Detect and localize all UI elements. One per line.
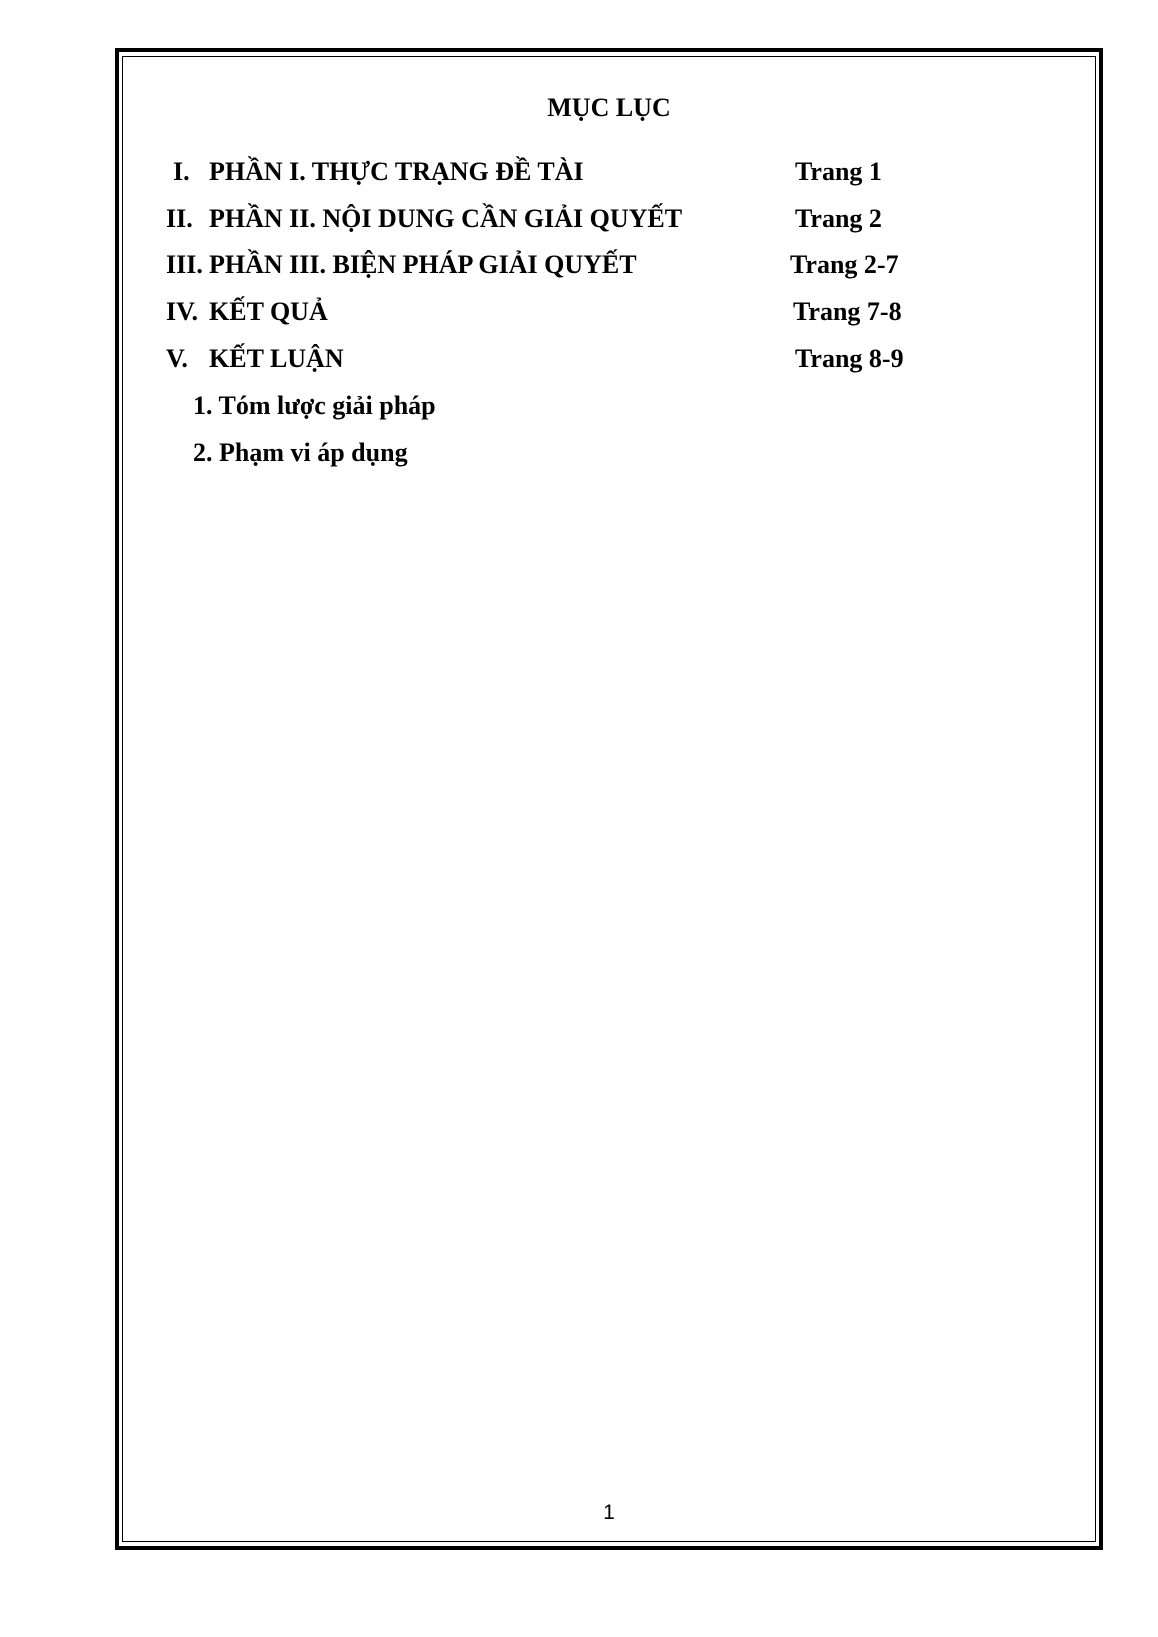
toc-entry-number: V. (166, 344, 188, 373)
toc-entry (0, 248, 1158, 282)
toc-entry-label: PHẦN II. NỘI DUNG CẦN GIẢI QUYẾT (209, 204, 683, 233)
page-title: MỤC LỤC (547, 93, 671, 122)
toc-entry-page: Trang 2 (795, 204, 882, 233)
toc-entry-label: PHẦN I. THỰC TRẠNG ĐỀ TÀI (209, 157, 584, 186)
toc-entry-number: I. (173, 157, 190, 186)
toc-sub-entry: 2. Phạm vi áp dụng (193, 438, 408, 467)
toc-entry-number: III. (166, 250, 203, 279)
toc-entry-number: IV. (166, 297, 199, 326)
toc-entry-number: II. (166, 204, 193, 233)
toc-entry (0, 202, 1158, 236)
toc-entry-label: PHẦN III. BIỆN PHÁP GIẢI QUYẾT (209, 250, 637, 279)
toc-entry (0, 295, 1158, 329)
toc-entry-page: Trang 1 (795, 157, 882, 186)
page-number: 1 (603, 1501, 615, 1524)
toc-entry (0, 155, 1158, 189)
toc-entry-page: Trang 2-7 (790, 250, 899, 279)
toc-entry-label: KẾT QUẢ (209, 297, 328, 326)
toc-entry-label: KẾT LUẬN (209, 344, 344, 373)
toc-sub-entry: 1. Tóm lược giải pháp (193, 391, 436, 420)
toc-entry (0, 342, 1158, 376)
toc-entry-page: Trang 8-9 (795, 344, 904, 373)
toc-entry-page: Trang 7-8 (793, 297, 902, 326)
